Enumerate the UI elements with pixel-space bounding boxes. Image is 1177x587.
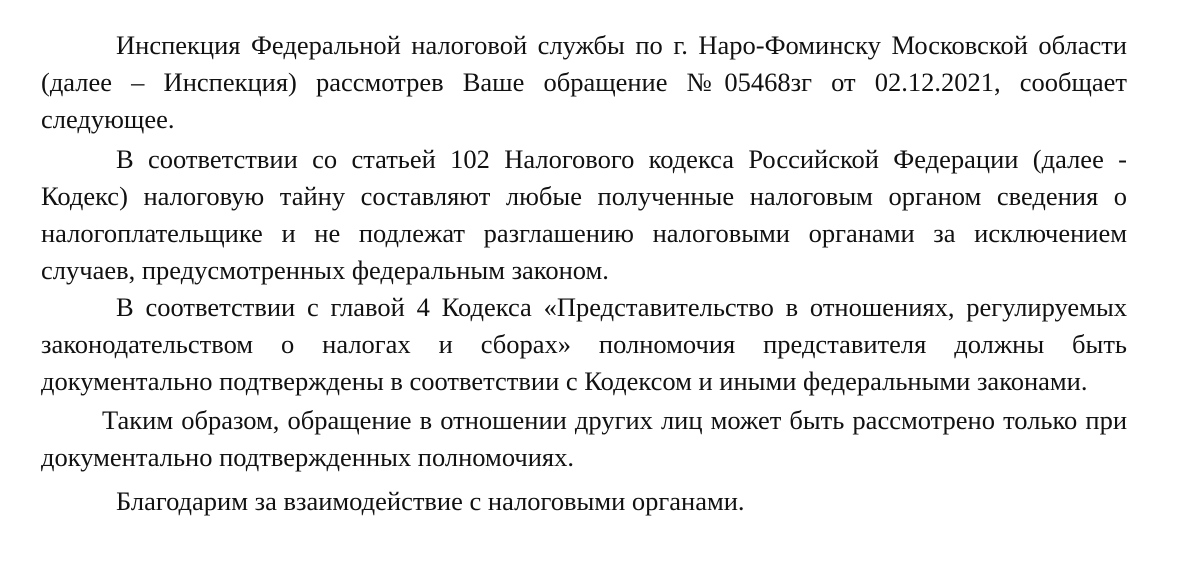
paragraph-inspection-intro: Инспекция Федеральной налоговой службы по г. Наро-Фоминску Московской области (далее – Инспекция) рассмотрев Ваше обращение №05468зг от 02.12.2021, сообщает следующее. — [41, 30, 1127, 134]
paragraph-conclusion: Таким образом, обращение в отношении других лиц может быть рассмотрено только при документально подтвержденных полномочиях. — [41, 405, 1127, 472]
paragraph-tax-secrecy: В соответствии со статьей 102 Налогового кодекса Российской Федерации (далее - Кодекс) налоговую тайну составляют любые полученные налоговым органом сведения о налогоплательщике и не подлежат разглашению налоговыми органами за исключением случаев, предусмотренных федеральным законом. — [41, 144, 1127, 285]
paragraph-thanks: Благодарим за взаимодействие с налоговыми органами. — [116, 486, 745, 516]
letter-body — [41, 27, 1127, 520]
paragraph-representation: В соответствии с главой 4 Кодекса «Представительство в отношениях, регулируемых законодательством о налогах и сборах» полномочия представителя должны быть документально подтверждены в соответствии с Кодексом и иными федеральными законами. — [41, 292, 1127, 396]
